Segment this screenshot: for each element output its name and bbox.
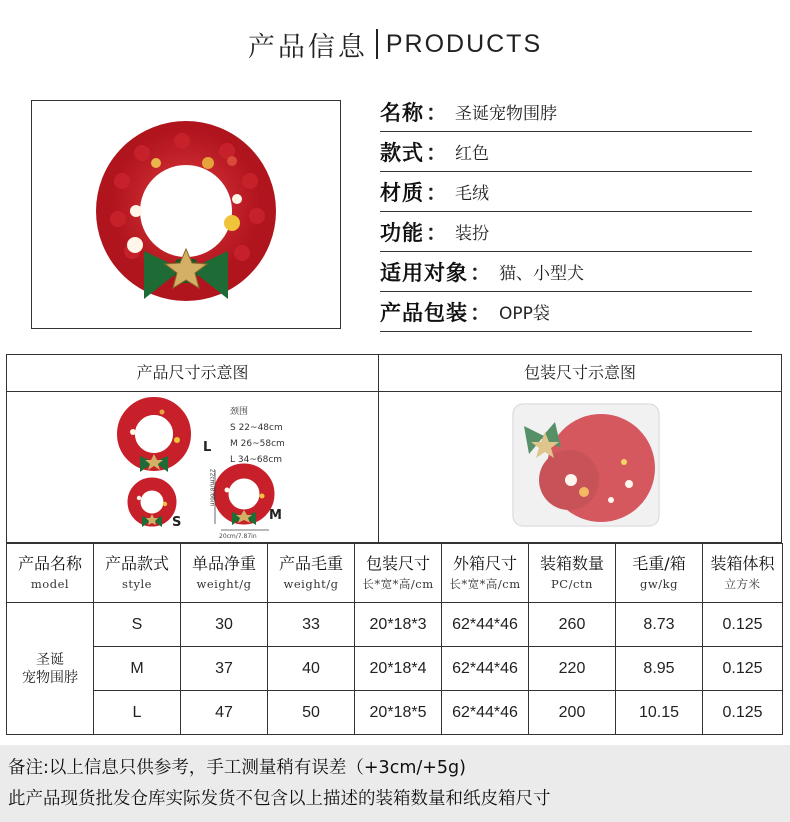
- info-row-style: 款式 ： 红色: [380, 132, 752, 172]
- header-cell: 产品毛重 weight/g: [268, 544, 355, 603]
- pack-size-cell: 20*18*3: [355, 603, 442, 647]
- size-letter-m: M: [269, 508, 282, 523]
- size-diagram-table: [6, 354, 782, 543]
- product-size-diagram: [7, 392, 378, 542]
- pack-size-cell: 20*18*5: [355, 691, 442, 735]
- note-line-2: 此产品现货批发仓库实际发货不包含以上描述的装箱数量和纸皮箱尺寸: [8, 789, 551, 809]
- size-m-range: M 26~58cm: [230, 439, 285, 449]
- spec-header-row: [7, 544, 783, 603]
- table-row: [7, 647, 783, 691]
- size-l-range: L 34~68cm: [230, 455, 283, 465]
- product-name: 圣诞 宠物围脖: [22, 651, 78, 686]
- product-name-cell: [7, 603, 94, 735]
- style-cell: S: [94, 603, 181, 647]
- opp-bag-package-image: [379, 392, 781, 542]
- carton-size-cell: 62*44*46: [442, 647, 529, 691]
- table-row: [7, 603, 783, 647]
- net-weight-cell: 37: [181, 647, 268, 691]
- christmas-wreath-collar-image: [32, 101, 340, 328]
- info-key: 材质: [380, 180, 424, 205]
- size-letter-l: L: [203, 440, 212, 455]
- info-key: 适用对象: [380, 260, 468, 285]
- info-row-packaging: 产品包装 ： OPP袋: [380, 292, 752, 332]
- product-photo: [31, 100, 341, 329]
- carton-size-cell: 62*44*46: [442, 603, 529, 647]
- spec-table: [6, 543, 783, 735]
- header-cell: 产品名称 model: [7, 544, 94, 603]
- size-comparison-image: [7, 392, 378, 542]
- info-key: 名称: [380, 100, 424, 125]
- info-key: 款式: [380, 140, 424, 165]
- volume-cell: 0.125: [703, 647, 783, 691]
- pack-size-cell: 20*18*4: [355, 647, 442, 691]
- package-size-diagram-title: 包装尺寸示意图: [523, 363, 636, 382]
- page-title-zh: 产品信息: [247, 31, 368, 63]
- info-key: 功能: [380, 220, 424, 245]
- header-cell: 装箱体积 立方米: [703, 544, 783, 603]
- neck-label: 颈围: [230, 407, 249, 417]
- dim-width-label: 20cm/7.87in: [219, 533, 257, 540]
- carton-size-cell: 62*44*46: [442, 691, 529, 735]
- header-cell: 产品款式 style: [94, 544, 181, 603]
- header-cell: 外箱尺寸 长*宽*高/cm: [442, 544, 529, 603]
- page-title-en: PRODUCTS: [385, 29, 543, 58]
- info-value: 装扮: [455, 224, 489, 244]
- info-row-name: 名称 ： 圣诞宠物围脖: [380, 92, 752, 132]
- package-size-diagram: [379, 392, 781, 542]
- table-row: [7, 691, 783, 735]
- title-divider: [376, 29, 378, 59]
- style-cell: L: [94, 691, 181, 735]
- info-value: 猫、小型犬: [499, 264, 584, 284]
- info-key: 产品包装: [380, 300, 468, 325]
- info-row-target: 适用对象 ： 猫、小型犬: [380, 252, 752, 292]
- dim-height-label: 22cm/8.66in: [208, 468, 216, 507]
- qty-cell: 260: [529, 603, 616, 647]
- size-s-range: S 22~48cm: [230, 423, 283, 433]
- net-weight-cell: 30: [181, 603, 268, 647]
- product-info-list: [380, 92, 752, 332]
- style-cell: M: [94, 647, 181, 691]
- gross-weight-cell: 40: [268, 647, 355, 691]
- volume-cell: 0.125: [703, 603, 783, 647]
- header-cell: 单品净重 weight/g: [181, 544, 268, 603]
- qty-cell: 200: [529, 691, 616, 735]
- gw-cell: 10.15: [616, 691, 703, 735]
- info-row-function: 功能 ： 装扮: [380, 212, 752, 252]
- header-cell: 毛重/箱 gw/kg: [616, 544, 703, 603]
- info-value: 圣诞宠物围脖: [455, 104, 557, 124]
- info-value: 毛绒: [455, 184, 489, 204]
- info-value: OPP袋: [499, 304, 550, 324]
- gw-cell: 8.95: [616, 647, 703, 691]
- info-value: 红色: [455, 144, 489, 164]
- header-cell: 包装尺寸 长*宽*高/cm: [355, 544, 442, 603]
- header-cell: 装箱数量 PC/ctn: [529, 544, 616, 603]
- qty-cell: 220: [529, 647, 616, 691]
- volume-cell: 0.125: [703, 691, 783, 735]
- size-range-list: [230, 404, 285, 468]
- net-weight-cell: 47: [181, 691, 268, 735]
- gross-weight-cell: 33: [268, 603, 355, 647]
- gw-cell: 8.73: [616, 603, 703, 647]
- gross-weight-cell: 50: [268, 691, 355, 735]
- page-header: [0, 22, 790, 66]
- info-row-material: 材质 ： 毛绒: [380, 172, 752, 212]
- size-letter-s: S: [172, 515, 182, 530]
- notes-box: [0, 745, 790, 822]
- note-line-1: 备注:以上信息只供参考，手工测量稍有误差（+3cm/+5g): [8, 758, 466, 778]
- product-size-diagram-title: 产品尺寸示意图: [136, 363, 249, 382]
